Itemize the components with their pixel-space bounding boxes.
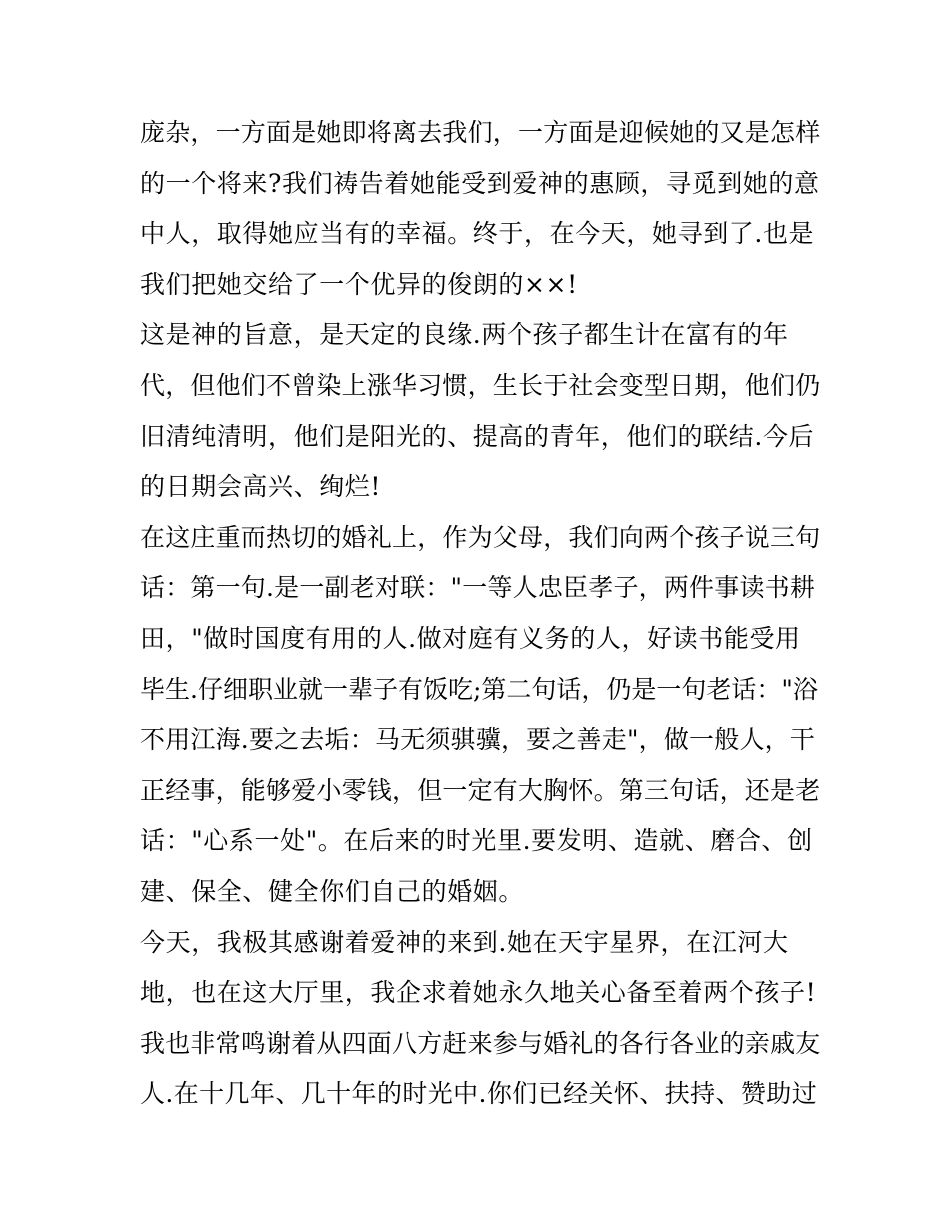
- text-line: 话：第一句.是一副老对联："一等人忠臣孝子，两件事读书耕: [140, 573, 816, 603]
- text-line: 今天，我极其感谢着爱神的来到.她在天宇星界，在江河大: [140, 927, 789, 957]
- text-line: 的一个将来?我们祷告着她能受到爱神的惠顾，寻觅到她的意: [140, 168, 820, 198]
- text-line: 代，但他们不曾染上涨华习惯，生长于社会变型日期，他们仍: [140, 370, 821, 400]
- text-line: 在这庄重而热切的婚礼上，作为父母，我们向两个孩子说三句: [140, 522, 821, 552]
- text-line: 人.在十几年、几十年的时光中.你们已经关怀、扶持、赞助过: [140, 1079, 818, 1109]
- text-line: 正经事，能够爱小零钱，但一定有大胸怀。第三句话，还是老: [140, 775, 821, 805]
- text-line: 这是神的旨意，是天定的良缘.两个孩子都生计在富有的年: [140, 320, 789, 350]
- text-line: 庞杂，一方面是她即将离去我们，一方面是迎候她的又是怎样: [140, 118, 821, 147]
- text-line: 我也非常鸣谢着从四面八方赶来参与婚礼的各行各业的亲戚友: [140, 1028, 821, 1058]
- text-line: 中人，取得她应当有的幸福。终于，在今天，她寻到了.也是: [140, 219, 815, 249]
- text-line: 不用江海.要之去垢：马无须骐骥，要之善走"，做一般人，干: [140, 725, 816, 755]
- text-line: 旧清纯清明，他们是阳光的、提高的青年，他们的联结.今后: [140, 421, 815, 451]
- text-line: 话："心系一处"。在后来的时光里.要发明、造就、磨合、创: [140, 826, 813, 856]
- text-line: 地，也在这大厅里，我企求着她永久地关心备至着两个孩子!: [140, 978, 817, 1008]
- text-line: 建、保全、健全你们自己的婚姻。: [140, 876, 525, 906]
- text-line: 田，"做时国度有用的人.做对庭有义务的人，好读书能受用: [140, 623, 801, 653]
- text-line: 的日期会高兴、绚烂!: [140, 472, 382, 502]
- document-body: [140, 108, 820, 1120]
- text-line: 我们把她交给了一个优异的俊朗的××!: [140, 269, 578, 299]
- text-line: 毕生.仔细职业就一辈子有饭吃;第二句话，仍是一句老话："浴: [140, 674, 818, 704]
